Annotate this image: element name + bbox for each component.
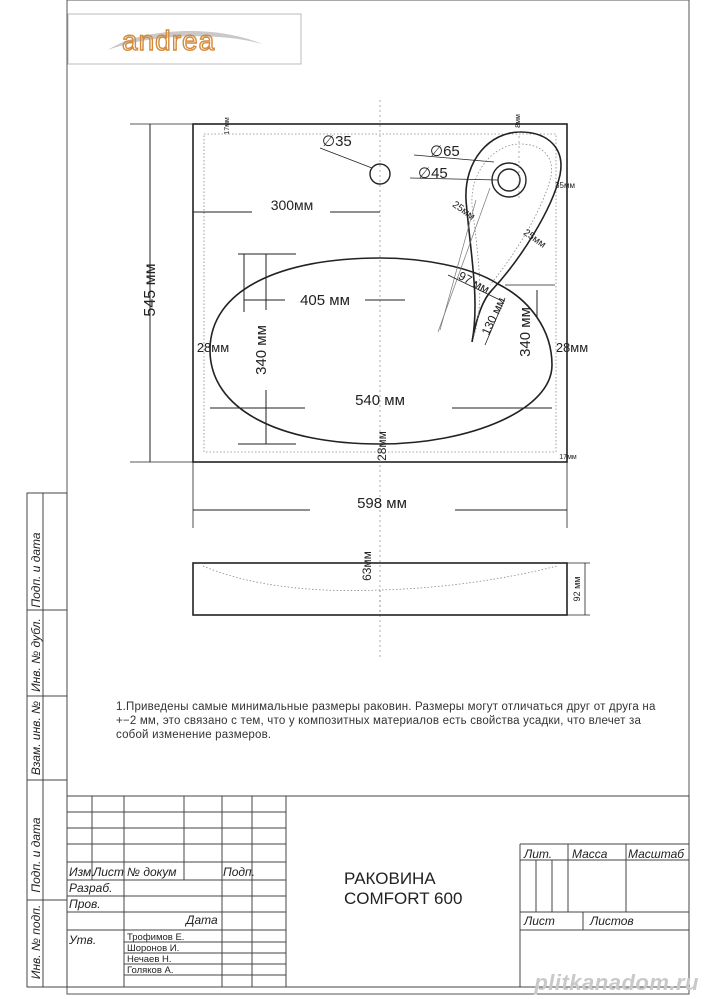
- stamp-cell-4: Инв. № подп.: [29, 904, 43, 980]
- dimension-note: 1.Приведены самые минимальные размеры раковин. Размеры могут отличаться друг от друга на +−2 мм, это связано с тем, что у композитных материалов есть свойства усадки, что влечет за собой изменение размеров.: [116, 701, 656, 741]
- tb-name-1: Шоронов И.: [127, 943, 180, 954]
- drain-diameter-label: ∅35: [322, 133, 352, 150]
- tb-name-2: Нечаев Н.: [127, 954, 172, 965]
- tb-title-line2: COMFORT 600: [344, 889, 463, 908]
- width-598-label: 598 мм: [357, 495, 407, 512]
- tap-length-label: 130 мм: [478, 295, 509, 338]
- bowl-inner-width-label: 405 мм: [300, 292, 350, 309]
- bowl-width-label: 540 мм: [355, 392, 405, 409]
- tb-name-3: Голяков А.: [127, 965, 174, 976]
- tb-title-line1: РАКОВИНА: [344, 869, 436, 888]
- tb-row-razrab: Разраб.: [69, 881, 113, 895]
- stamp-cell-3: Подп. и дата: [29, 817, 43, 893]
- side-stamp: [27, 493, 67, 987]
- logo-box: [68, 14, 301, 64]
- margin-left-label: 28мм: [196, 340, 230, 355]
- tap-outer-diameter-label: ∅65: [430, 143, 460, 160]
- bowl-height-right-label: 340 мм: [517, 307, 534, 357]
- tb-sheets: Листов: [590, 914, 634, 928]
- height-545-label: 545 мм: [142, 263, 159, 317]
- tap-wall-left-label: 25мм: [450, 199, 477, 223]
- tb-header-dokum: № докум: [127, 865, 177, 879]
- tap-wall-right-label: 25мм: [521, 227, 548, 251]
- bowl-height-left-label: 340 мм: [253, 325, 270, 375]
- side-height-label: 92 мм: [572, 576, 582, 602]
- edge-bottom-right-label: 17мм: [559, 454, 577, 461]
- tb-row-utv: Утв.: [69, 933, 97, 947]
- tb-header-podp: Подп.: [223, 865, 255, 879]
- tb-lit: Лит.: [524, 847, 553, 861]
- tap-edge-label: 35мм: [555, 181, 575, 190]
- side-depth-label: 63мм: [360, 551, 374, 581]
- margin-right-label: 28мм: [555, 340, 589, 355]
- stamp-cell-0: Подп. и дата: [29, 532, 43, 608]
- tb-scale: Масштаб: [628, 847, 685, 861]
- tb-sheet: Лист: [524, 914, 555, 928]
- tb-header-izm: Изм.: [69, 865, 95, 879]
- tb-header-list: Лист: [93, 865, 124, 879]
- margin-bottom-label: 28мм: [375, 431, 389, 461]
- tb-date-label: Дата: [186, 913, 218, 927]
- edge-top-right-label: 8мм: [515, 114, 522, 128]
- logo-text: andrea: [122, 25, 216, 56]
- side-view: [193, 551, 590, 615]
- tb-name-0: Трофимов Е.: [127, 932, 185, 943]
- drain-offset-label: 300мм: [270, 197, 314, 213]
- tap-hole-inner: [498, 169, 520, 191]
- tap-inner-diameter-label: ∅45: [418, 165, 448, 182]
- tap-width-label: 97 мм: [455, 268, 492, 297]
- stamp-cell-1: Инв. № дубл.: [29, 618, 43, 692]
- stamp-cell-2: Взам. инв. №: [29, 700, 43, 776]
- watermark: plitkanadom.ru: [534, 970, 699, 995]
- tb-row-prov: Пров.: [69, 897, 101, 911]
- tb-mass: Масса: [572, 847, 608, 861]
- edge-top-left-label: 17мм: [224, 117, 231, 135]
